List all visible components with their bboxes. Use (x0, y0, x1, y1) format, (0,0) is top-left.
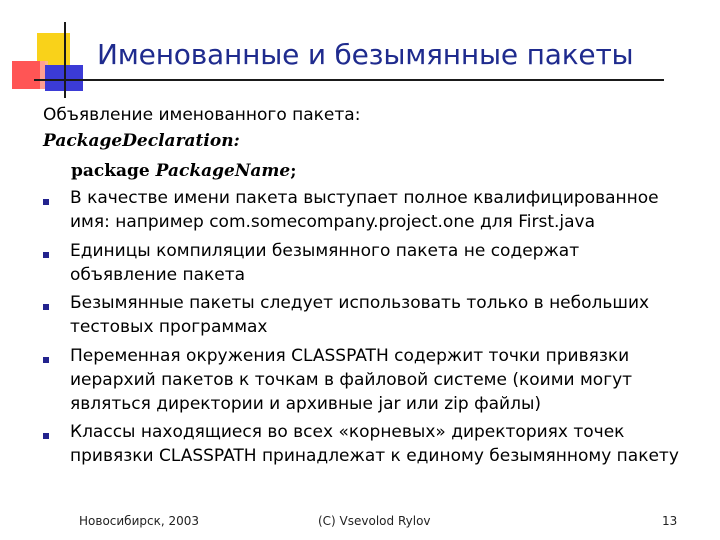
package-name: PackageName (155, 161, 291, 181)
bullet-line: Единицы компиляции безымянного пакета не содержат (70, 241, 580, 261)
package-syntax (71, 159, 297, 183)
bullet-line: объявление пакета (70, 265, 246, 285)
footer-location: Новосибирск, 2003 (79, 514, 200, 528)
bullet-marker-icon (43, 199, 49, 205)
bullet-line: являться директории и архивные jar или zip файлы) (70, 394, 542, 414)
bullet-marker-icon (43, 357, 49, 363)
bullet-line: Классы находящиеся во всех «корневых» директориях точек (70, 422, 625, 442)
bullet-line: Безымянные пакеты следует использовать только в небольших (70, 293, 650, 313)
bullet-marker-icon (43, 304, 49, 310)
bullet-line: имя: например com.somecompany.project.one для First.java (70, 212, 596, 232)
bullet-line: В качестве имени пакета выступает полное квалифицированное (70, 188, 659, 208)
bullet-line: Переменная окружения CLASSPATH содержит точки привязки (70, 346, 630, 366)
bullet-marker-icon (43, 433, 49, 439)
slide-title: Именованные и безымянные пакеты (97, 38, 634, 71)
bullet-line: тестовых программах (70, 317, 268, 337)
bullet-line: привязки CLASSPATH принадлежат к единому безымянному пакету (70, 446, 679, 466)
title-underline (34, 79, 664, 81)
package-semicolon: ; (290, 161, 297, 181)
bullet-line: иерархий пакетов к точкам в файловой системе (коими могут (70, 370, 633, 390)
bullet-marker-icon (43, 252, 49, 258)
declaration-label: PackageDeclaration: (43, 131, 240, 151)
footer-copyright: (C) Vsevolod Rylov (318, 514, 431, 528)
decor-vertical-line (64, 22, 66, 98)
intro-text: Объявление именованного пакета: (43, 105, 361, 125)
page-number: 13 (662, 514, 678, 528)
package-keyword: package (71, 161, 156, 181)
